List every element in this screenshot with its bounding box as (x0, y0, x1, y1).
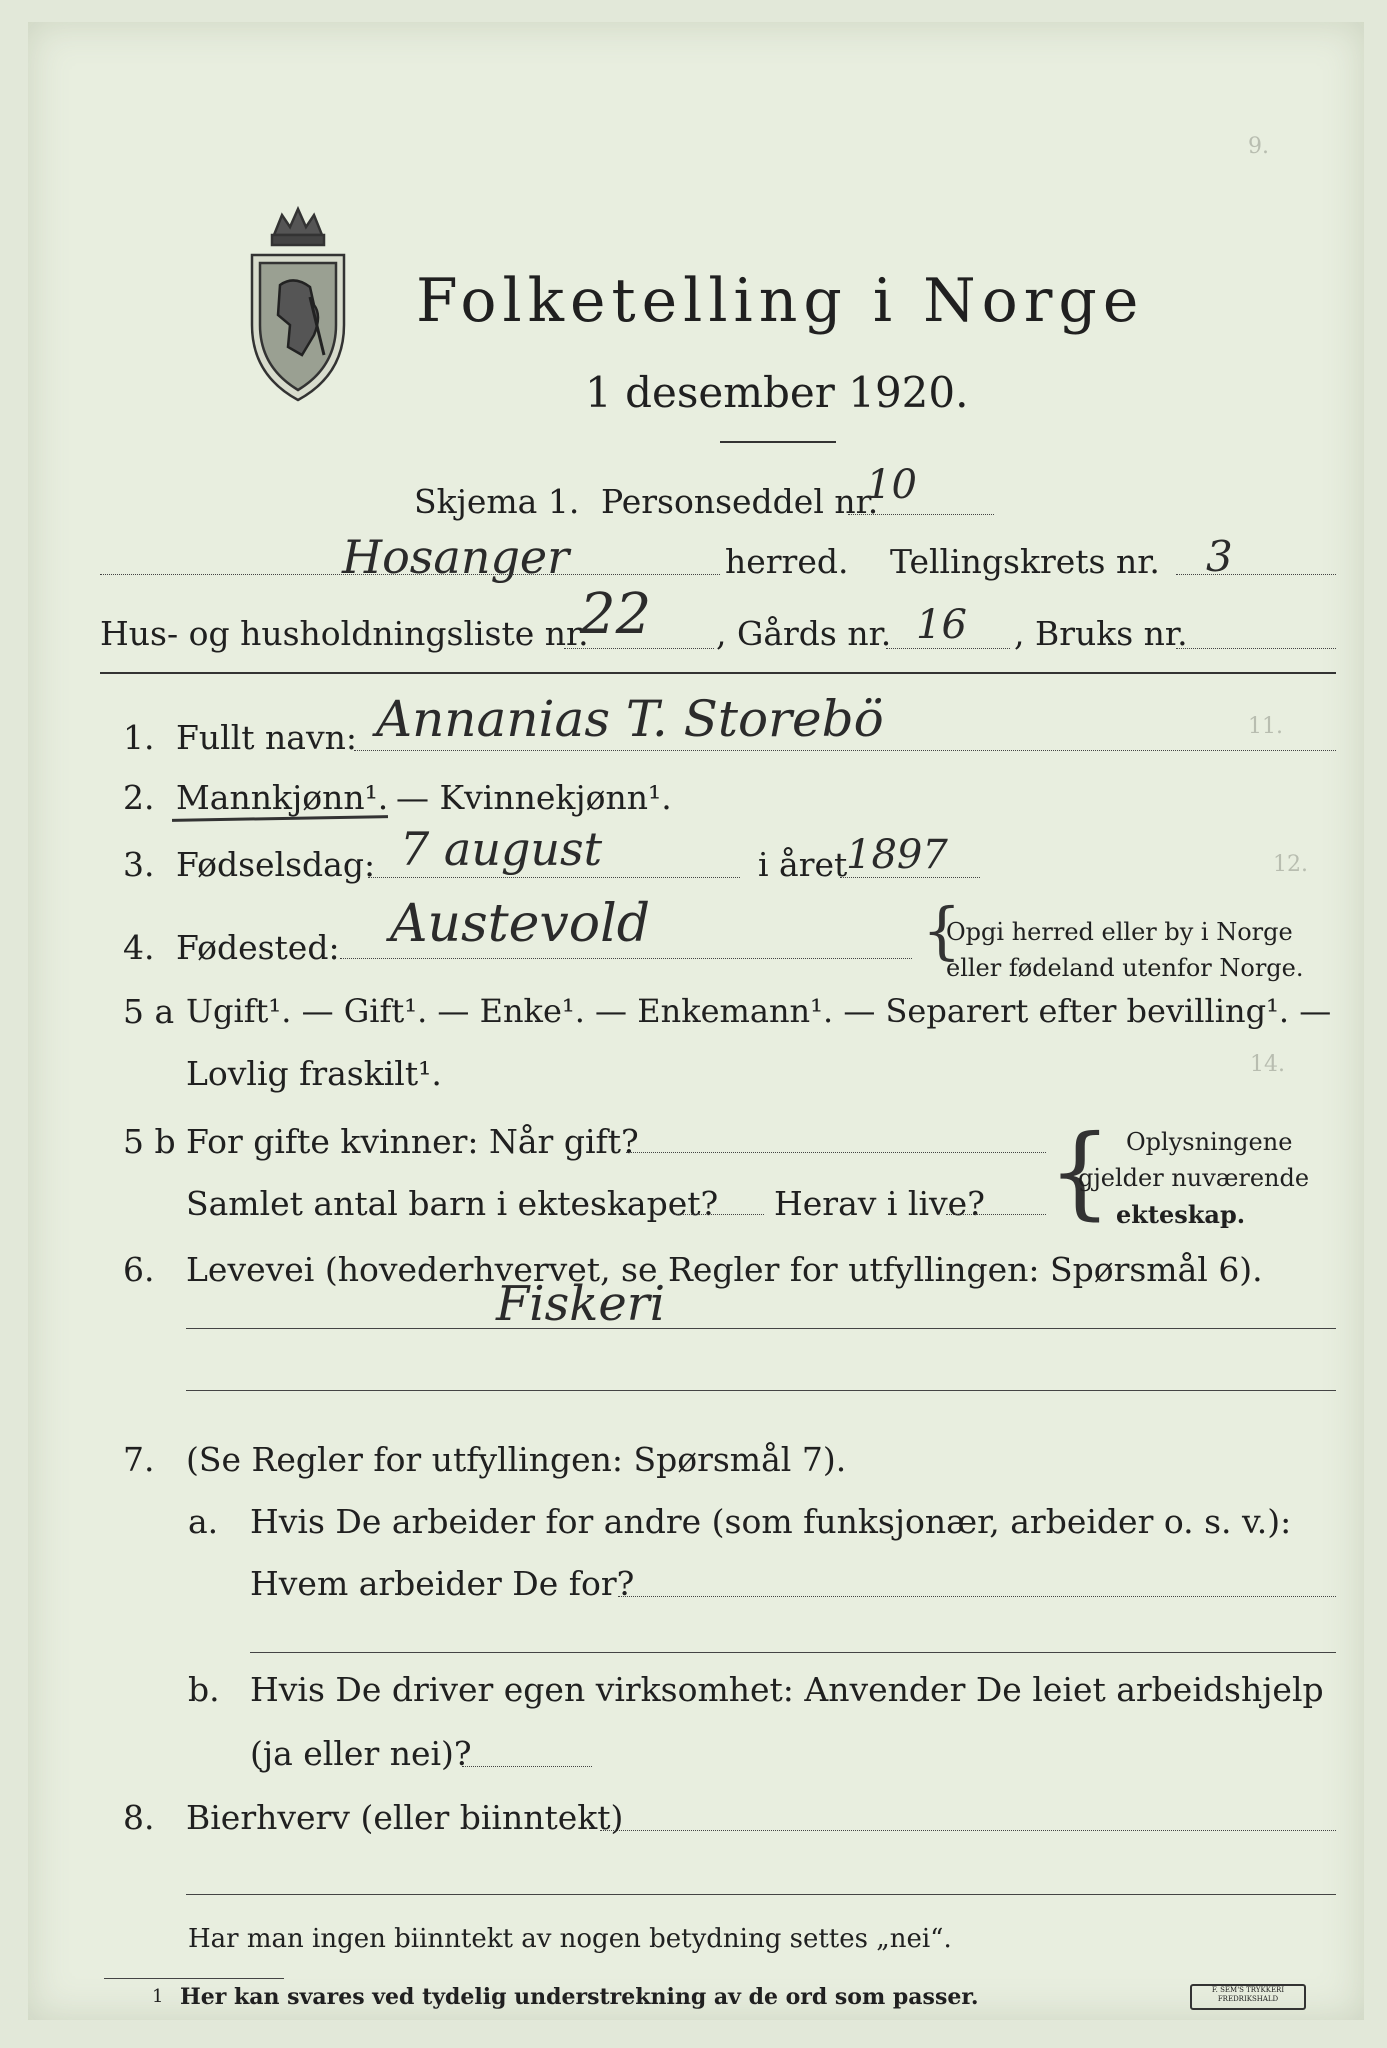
q7-label: (Se Regler for utfyllingen: Spørsmål 7). (186, 1440, 847, 1479)
q5b-note-line1: Oplysningene (1126, 1128, 1293, 1156)
birth-year-value[interactable]: 1897 (846, 832, 948, 878)
census-form (28, 22, 1364, 2020)
q3-field-line (368, 877, 740, 878)
full-name-value[interactable]: Annanias T. Storebö (376, 690, 884, 748)
q1-label: Fullt navn: (176, 718, 357, 757)
alive-field-line (946, 1214, 1046, 1215)
bleed-through-text: 12. (1273, 852, 1308, 877)
gards-value[interactable]: 16 (916, 602, 967, 648)
q4-number: 4. (123, 928, 155, 967)
when-married-field-line (626, 1152, 1046, 1153)
tellingskrets-field-line (1176, 574, 1336, 575)
tellingskrets-label: Tellingskrets nr. (890, 542, 1160, 581)
year-label: i året (758, 845, 848, 884)
census-date: 1 desember 1920. (585, 368, 969, 417)
divorced-option[interactable]: Lovlig fraskilt¹. (186, 1054, 442, 1093)
q7a-letter: a. (188, 1502, 219, 1541)
q2-number: 2. (123, 778, 155, 817)
occupation-value[interactable]: Fiskeri (496, 1276, 666, 1332)
q7-number: 7. (123, 1440, 155, 1479)
bleed-through-text: 11. (1248, 714, 1283, 739)
q1-field-line (354, 750, 1336, 751)
husliste-field-line (564, 648, 714, 649)
bleed-through-text: 9. (1248, 134, 1269, 159)
personseddel-field-line (848, 514, 994, 515)
q8-label: Bierhverv (eller biinntekt) (186, 1798, 624, 1837)
q7b-yes-no-label: (ja eller nei)? (250, 1734, 472, 1773)
q7b-text: Hvis De driver egen virksomhet: Anvender De leiet arbeidshjelp (250, 1670, 1324, 1709)
marital-status-options[interactable]: Ugift¹. — Gift¹. — Enke¹. — Enkemann¹. — Separert efter bevilling¹. — (186, 992, 1332, 1030)
title-divider (720, 441, 836, 443)
bleed-through-text: 14. (1250, 1052, 1285, 1077)
form-title: Folketelling i Norge (416, 266, 1145, 336)
q6-label: Levevei (hovederhvervet, se Regler for utfyllingen: Spørsmål 6). (186, 1250, 1263, 1289)
q4-note-brace: { (922, 894, 962, 967)
q5a-number: 5 a (123, 992, 175, 1031)
husliste-value[interactable]: 22 (580, 582, 652, 647)
printer-stamp-line2: FREDRIKSHALD (1217, 1995, 1279, 2003)
printer-stamp-line1: F. SEM'S TRYKKERI (1211, 1986, 1285, 1994)
husliste-label: Hus- og husholdningsliste nr. (100, 614, 589, 653)
footnote-divider (104, 1978, 284, 1979)
personseddel-value[interactable]: 10 (866, 462, 917, 508)
q6-number: 6. (123, 1250, 155, 1289)
footnote-mark: 1 (152, 1986, 164, 2007)
male-option[interactable]: Mannkjønn¹. (176, 778, 389, 817)
gards-field-line (886, 648, 1010, 649)
employer-field-line-2 (250, 1652, 1336, 1653)
q3-label: Fødselsdag: (176, 845, 376, 884)
q8-number: 8. (123, 1798, 155, 1837)
occupation-field-line-2 (186, 1390, 1336, 1391)
q5b-number: 5 b (123, 1122, 176, 1161)
q5b-note-line2: gjelder nuværende (1078, 1164, 1310, 1192)
q5b-note-line3: ekteskap. (1116, 1200, 1246, 1229)
norway-coat-of-arms-emblem (244, 205, 352, 405)
q5b-children-label: Samlet antal barn i ekteskapet? (186, 1184, 719, 1223)
q3-number: 3. (123, 845, 155, 884)
side-income-field-line (600, 1830, 1336, 1831)
birthdate-value[interactable]: 7 august (400, 822, 603, 876)
female-option[interactable]: — Kvinnekjønn¹. (396, 778, 672, 817)
employer-field-line (618, 1596, 1336, 1597)
q4-note-line1: Opgi herred eller by i Norge (946, 918, 1293, 946)
footnote-text: Her kan svares ved tydelig understrekning av de ord som passer. (180, 1984, 979, 2010)
q7a-text: Hvis De arbeider for andre (som funksjonær, arbeider o. s. v.): (250, 1502, 1292, 1541)
q4-note-line2: eller fødeland utenfor Norge. (946, 954, 1304, 982)
herred-label: herred. (725, 542, 849, 581)
personseddel-label: Personseddel nr. (601, 482, 879, 521)
printer-stamp (1190, 1984, 1306, 2010)
q7a-employer-label: Hvem arbeider De for? (250, 1564, 635, 1603)
q4-field-line (340, 958, 912, 959)
header-divider (100, 672, 1336, 674)
q7b-letter: b. (188, 1670, 220, 1709)
occupation-field-line (186, 1328, 1336, 1329)
herred-value[interactable]: Hosanger (342, 530, 570, 584)
hired-help-field-line (462, 1766, 592, 1767)
schema-label: Skjema 1. (414, 482, 580, 521)
tellingskrets-value[interactable]: 3 (1206, 532, 1233, 581)
q8-note: Har man ingen biinntekt av nogen betydning settes „nei“. (188, 1924, 952, 1954)
children-field-line (674, 1214, 764, 1215)
q5b-alive-label: Herav i live? (774, 1184, 985, 1223)
gards-label: , Gårds nr. (716, 614, 892, 653)
bruks-label: , Bruks nr. (1014, 614, 1188, 653)
q5b-when-married-label: For gifte kvinner: Når gift? (186, 1122, 639, 1161)
bruks-field-line (1176, 648, 1336, 649)
q4-label: Fødested: (176, 928, 340, 967)
q1-number: 1. (123, 718, 155, 757)
birthplace-value[interactable]: Austevold (390, 894, 650, 954)
q5b-note-brace: { (1048, 1113, 1112, 1230)
side-income-field-line-2 (186, 1894, 1336, 1895)
